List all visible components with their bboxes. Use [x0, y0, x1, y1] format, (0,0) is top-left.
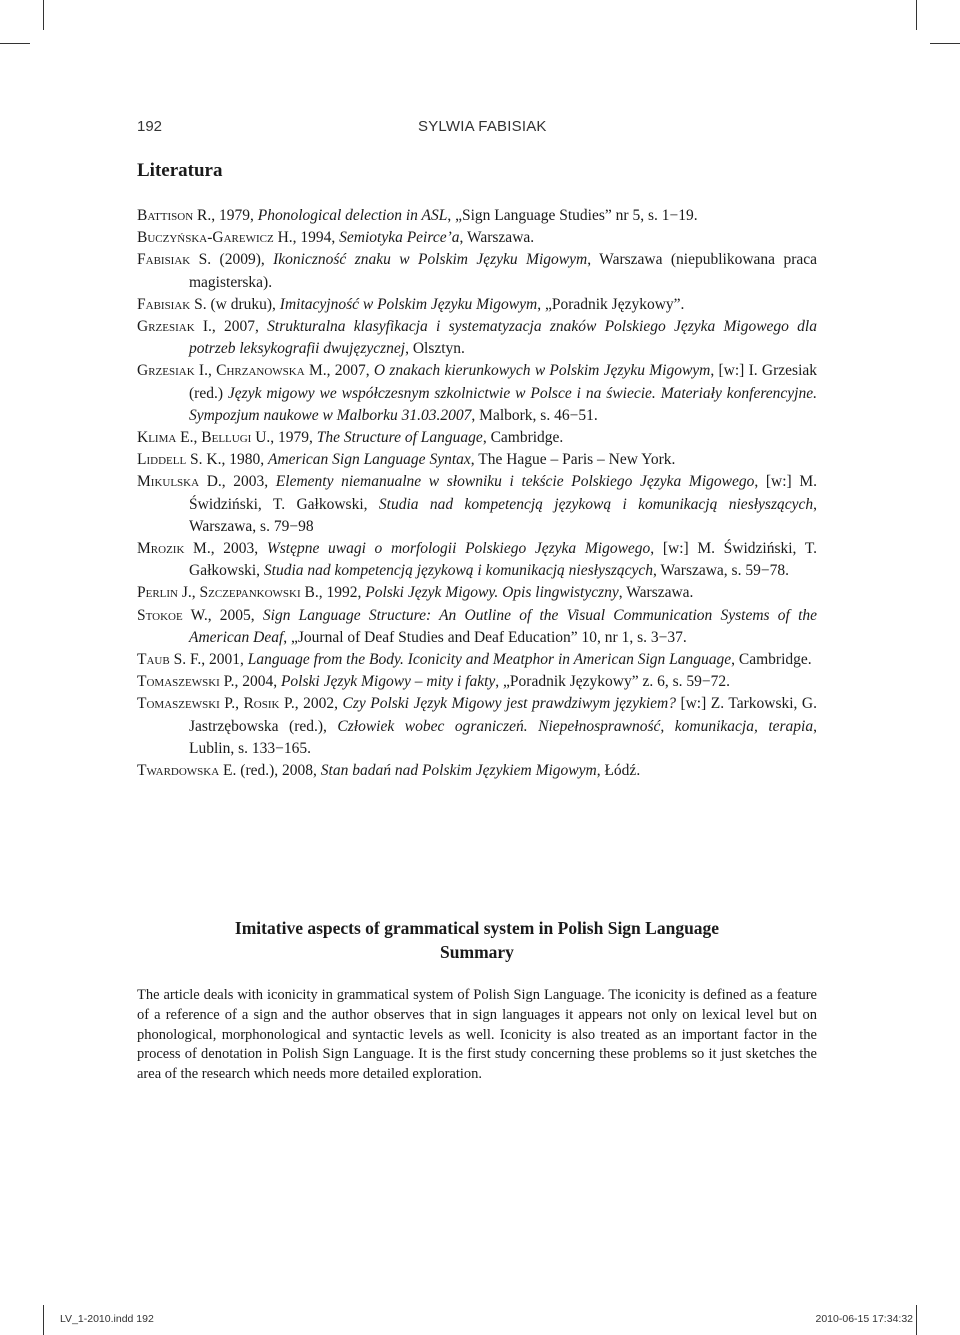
- running-head: SYLWIA FABISIAK: [418, 118, 547, 135]
- page-number: 192: [137, 118, 163, 135]
- entry-title: Wstępne uwagi o morfologii Polskiego Języka Migowego: [266, 540, 651, 558]
- bibliography-entry: [137, 294, 817, 316]
- entry-title: The Structure of Language: [316, 429, 483, 447]
- bibliography-list: [137, 205, 817, 782]
- entry-author: Mrozik M.: [137, 540, 211, 558]
- bibliography-entry: [137, 360, 817, 427]
- entry-details-secondary: , Malbork, s. 46−51.: [471, 406, 598, 424]
- bibliography-entry: [137, 582, 817, 604]
- entry-details-secondary: , Warszawa, s. 59−78.: [653, 562, 789, 580]
- entry-year: , 2005,: [207, 606, 263, 624]
- entry-title: Strukturalna klasyfikacja i systematyzacja znaków Polskiego Języka Migowego dla potrzeb leksykografii dwujęzycznej: [189, 318, 817, 358]
- entry-title: Phonological delection in ASL: [257, 207, 448, 224]
- entry-title: Semiotyka Peirce’a: [339, 229, 460, 247]
- entry-year: , 2004,: [234, 673, 281, 691]
- entry-details: , Warszawa (niepublikowana praca magisterska).: [189, 251, 817, 291]
- crop-mark: [930, 43, 960, 44]
- page-header: [137, 118, 817, 142]
- entry-year: , 2001,: [201, 651, 248, 669]
- entry-author: Tomaszewski P., Rosik P.: [137, 695, 295, 713]
- entry-title: O znakach kierunkowych w Polskim Języku Migowym: [373, 362, 711, 380]
- entry-author: Mikulska D.: [137, 473, 222, 491]
- entry-author: Taub S. F.: [137, 651, 202, 669]
- entry-title: American Sign Language Syntax: [268, 451, 471, 469]
- bibliography-entry: [137, 538, 817, 582]
- entry-details: , Warszawa.: [618, 584, 694, 602]
- entry-year: (red.), 2008,: [236, 762, 321, 780]
- entry-details: , Warszawa.: [459, 229, 535, 247]
- entry-details: , [w:] M. Świdziński, T. Gałkowski,: [189, 473, 817, 513]
- entry-year: , 1979,: [211, 207, 258, 224]
- bibliography-entry: [137, 671, 817, 693]
- crop-mark: [916, 1305, 917, 1335]
- entry-year: , 1980,: [221, 451, 268, 469]
- entry-author: Fabisiak S.: [137, 295, 207, 313]
- entry-details: , Cambridge.: [482, 429, 564, 447]
- entry-year: , 2007,: [211, 318, 268, 336]
- entry-details: , „Poradnik Językowy”.: [537, 295, 685, 313]
- bibliography-entry: [137, 427, 817, 449]
- entry-details: , „Sign Language Studies” nr 5, s. 1−19.: [447, 207, 698, 224]
- bibliography-entry: [137, 605, 817, 649]
- entry-author: Liddell S. K.: [137, 451, 222, 469]
- entry-author: Klima E., Bellugi U.: [137, 429, 271, 447]
- entry-year: (2009),: [211, 251, 274, 269]
- entry-year: , 2003,: [210, 540, 267, 558]
- summary-section: [137, 916, 817, 1085]
- bibliography-entry: [137, 649, 817, 671]
- bibliography-entry: [137, 471, 817, 538]
- entry-title: Ikoniczność znaku w Polskim Języku Migowym: [273, 251, 588, 269]
- entry-author: Stokoe W.: [137, 606, 208, 624]
- entry-year: , 1994,: [292, 229, 340, 247]
- entry-year: , 2002,: [294, 695, 343, 713]
- entry-title: Polski Język Migowy – mity i fakty: [280, 673, 496, 691]
- entry-details: , „Poradnik Językowy” z. 6, s. 59−72.: [495, 673, 731, 691]
- entry-details: , „Journal of Deaf Studies and Deaf Education” 10, nr 1, s. 3−37.: [283, 628, 687, 646]
- entry-year: , 2007,: [326, 362, 374, 380]
- entry-details: , [w:] M. Świdziński, T. Gałkowski,: [189, 540, 818, 580]
- entry-title: Sign Language Structure: An Outline of the Visual Communication Systems of the American Deaf: [189, 606, 818, 646]
- entry-author: Twardowska E.: [137, 762, 237, 780]
- bibliography-entry: [137, 760, 817, 782]
- footer-timestamp: 2010-06-15 17:34:32: [815, 1313, 913, 1325]
- entry-details: , The Hague – Paris – New York.: [470, 451, 676, 469]
- entry-year: , 1979,: [270, 429, 317, 447]
- entry-details-secondary: , Warszawa, s. 79−98: [189, 495, 817, 535]
- entry-author: Battison R.: [137, 207, 212, 224]
- entry-details: , Cambridge.: [731, 651, 812, 669]
- crop-mark: [43, 1305, 44, 1335]
- bibliography-entry: [137, 249, 817, 293]
- entry-title: Polski Język Migowy. Opis lingwistyczny: [365, 584, 619, 602]
- entry-details-secondary: , Lublin, s. 133−165.: [189, 717, 817, 757]
- entry-details: , [w:] I. Grzesiak (red.): [189, 362, 818, 402]
- entry-title-secondary: Studia nad kompetencją językową i komunikacją niesłyszących: [263, 562, 654, 580]
- entry-author: Perlin J., Szczepankowski B.: [137, 584, 319, 602]
- footer-file: LV_1-2010.indd 192: [60, 1313, 154, 1325]
- entry-title: Stan badań nad Polskim Językiem Migowym: [320, 762, 597, 780]
- bibliography-entry: [137, 205, 817, 227]
- entry-year: , 2003,: [221, 473, 276, 491]
- entry-title-secondary: Człowiek wobec ograniczeń. Niepełnosprawność, komunikacja, terapia: [337, 717, 814, 735]
- section-title: Literatura: [137, 160, 223, 181]
- entry-title: Language from the Body. Iconicity and Meatphor in American Sign Language: [247, 651, 732, 669]
- bibliography-entry: [137, 693, 817, 760]
- summary-text: The article deals with iconicity in grammatical system of Polish Sign Language. The iconicity is defined as a feature of a reference of a sign and the author observes that in sign languages it appears not only on lexical level but on phonological, morphonological and syntactic levels as well. Iconicity is also treated as an important factor in the process of denotation in Polish Sign Language. It is the first study concerning these problems so it just sketches the area of the research which needs more detailed exploration.: [137, 987, 817, 1083]
- entry-title: Imitacyjność w Polskim Języku Migowym: [279, 295, 538, 313]
- entry-author: Fabisiak S.: [137, 251, 212, 269]
- crop-mark: [916, 0, 917, 30]
- bibliography-entry: [137, 316, 817, 360]
- entry-year: (w druku),: [206, 295, 280, 313]
- entry-details: , Olsztyn.: [405, 340, 465, 358]
- crop-mark: [0, 43, 30, 44]
- entry-details: [w:] Z. Tarkowski, G. Jastrzębowska (red.),: [189, 695, 817, 735]
- entry-author: Grzesiak I., Chrzanowska M.: [137, 362, 327, 380]
- entry-author: Buczyńska-Garewicz H.: [137, 229, 293, 247]
- entry-title-secondary: Język migowy we współczesnym szkolnictwie w Polsce i na świecie. Materiały konferencyjne. Sympozjum naukowe w Malborku 31.03.2007: [189, 384, 817, 424]
- entry-author: Tomaszewski P.: [137, 673, 235, 691]
- summary-title: Imitative aspects of grammatical system in Polish Sign Language: [234, 918, 720, 938]
- entry-title: Czy Polski Język Migowy jest prawdziwym językiem?: [342, 695, 676, 713]
- bibliography-entry: [137, 449, 817, 471]
- entry-year: , 1992,: [318, 584, 366, 602]
- bibliography-entry: [137, 227, 817, 249]
- crop-mark: [43, 0, 44, 30]
- entry-title: Elementy niemanualne w słowniku i tekście Polskiego Języka Migowego: [275, 473, 755, 491]
- entry-author: Grzesiak I.: [137, 318, 212, 336]
- entry-title-secondary: Studia nad kompetencją językową i komunikacją niesłyszących: [378, 495, 814, 513]
- entry-details: , Łódź.: [596, 762, 641, 780]
- summary-subtitle: Summary: [440, 942, 514, 962]
